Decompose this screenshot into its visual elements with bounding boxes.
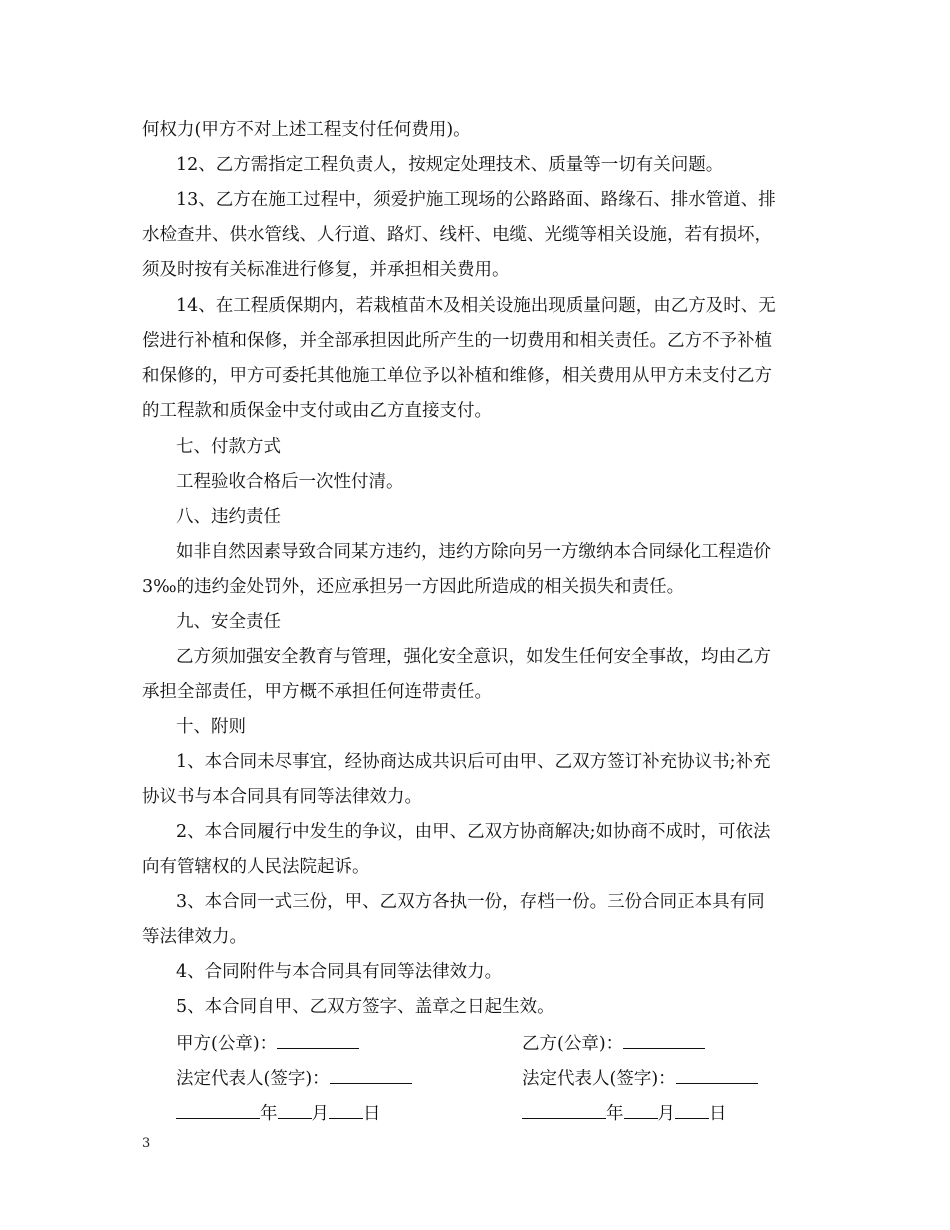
paragraph-line: 水检查井、供水管线、人行道、路灯、线杆、电缆、光缆等相关设施，若有损坏，: [142, 225, 772, 245]
paragraph-line: 14、在工程质保期内，若栽植苗木及相关设施出现质量问题，由乙方及时、无: [176, 296, 776, 316]
paragraph-line: 向有管辖权的人民法院起诉。: [142, 857, 370, 877]
party-a-seal-label: 甲方(公章)：: [176, 1034, 278, 1054]
year-label: 年: [606, 1104, 624, 1124]
paragraph-line: 13、乙方在施工过程中，须爱护施工现场的公路路面、路缘石、排水管道、排: [176, 190, 776, 210]
legal-rep-b-blank: [676, 1065, 758, 1084]
legal-rep-a: [176, 1065, 412, 1091]
paragraph-line: 承担全部责任，甲方概不承担任何连带责任。: [142, 682, 492, 702]
seal-row: [176, 1030, 822, 1054]
legal-rep-b-label: 法定代表人(签字)：: [522, 1069, 676, 1089]
paragraph-line: 4、合同附件与本合同具有同等法律效力。: [176, 962, 503, 982]
paragraph-line: 和保修的，甲方可委托其他施工单位予以补植和维修，相关费用从甲方未支付乙方: [142, 366, 772, 386]
day-label: 日: [709, 1104, 727, 1124]
paragraph-line: 1、本合同未尽事宜，经协商达成共识后可由甲、乙双方签订补充协议书;补充: [176, 752, 771, 772]
day-blank: [329, 1100, 363, 1119]
paragraph-line: 工程验收合格后一次性付清。: [176, 472, 404, 492]
day-label: 日: [363, 1104, 381, 1124]
paragraph-line: 等法律效力。: [142, 927, 247, 947]
page-number: 3: [142, 1136, 151, 1151]
section-heading: 九、安全责任: [176, 612, 281, 632]
paragraph-line: 3、本合同一式三份，甲、乙双方各执一份，存档一份。三份合同正本具有同: [176, 892, 765, 912]
legal-rep-a-blank: [330, 1065, 412, 1084]
date-row: [176, 1100, 822, 1124]
date-a: [176, 1100, 381, 1126]
section-heading: 十、附则: [176, 717, 246, 737]
section-heading: 七、付款方式: [176, 437, 281, 457]
day-blank: [675, 1100, 709, 1119]
legal-rep-b: [522, 1065, 758, 1091]
paragraph-line: 何权力(甲方不对上述工程支付任何费用)。: [142, 120, 471, 140]
paragraph-line: 3‰的违约金处罚外，还应承担另一方因此所造成的相关损失和责任。: [142, 577, 685, 597]
party-b-seal: [522, 1030, 705, 1056]
paragraph-line: 须及时按有关标准进行修复，并承担相关费用。: [142, 260, 510, 280]
month-blank: [624, 1100, 658, 1119]
paragraph-line: 如非自然因素导致合同某方违约，违约方除向另一方缴纳本合同绿化工程造价: [176, 542, 771, 562]
month-label: 月: [311, 1104, 329, 1124]
legal-rep-row: [176, 1065, 822, 1089]
paragraph-line: 协议书与本合同具有同等法律效力。: [142, 787, 422, 807]
section-heading: 八、违约责任: [176, 507, 281, 527]
party-a-seal: [176, 1030, 359, 1056]
year-label: 年: [260, 1104, 278, 1124]
date-b: [522, 1100, 727, 1126]
paragraph-line: 5、本合同自甲、乙双方签字、盖章之日起生效。: [176, 997, 555, 1017]
month-label: 月: [657, 1104, 675, 1124]
paragraph-line: 的工程款和质保金中支付或由乙方直接支付。: [142, 401, 492, 421]
legal-rep-a-label: 法定代表人(签字)：: [176, 1069, 330, 1089]
party-a-seal-blank: [277, 1030, 359, 1049]
year-blank: [176, 1100, 260, 1119]
party-b-seal-blank: [623, 1030, 705, 1049]
paragraph-line: 2、本合同履行中发生的争议，由甲、乙双方协商解决;如协商不成时，可依法: [176, 822, 771, 842]
year-blank: [522, 1100, 606, 1119]
paragraph-line: 偿进行补植和保修，并全部承担因此所产生的一切费用和相关责任。乙方不予补植: [142, 331, 772, 351]
paragraph-line: 12、乙方需指定工程负责人，按规定处理技术、质量等一切有关问题。: [176, 155, 724, 175]
party-b-seal-label: 乙方(公章)：: [522, 1034, 624, 1054]
paragraph-line: 乙方须加强安全教育与管理，强化安全意识，如发生任何安全事故，均由乙方: [176, 647, 771, 667]
month-blank: [278, 1100, 312, 1119]
